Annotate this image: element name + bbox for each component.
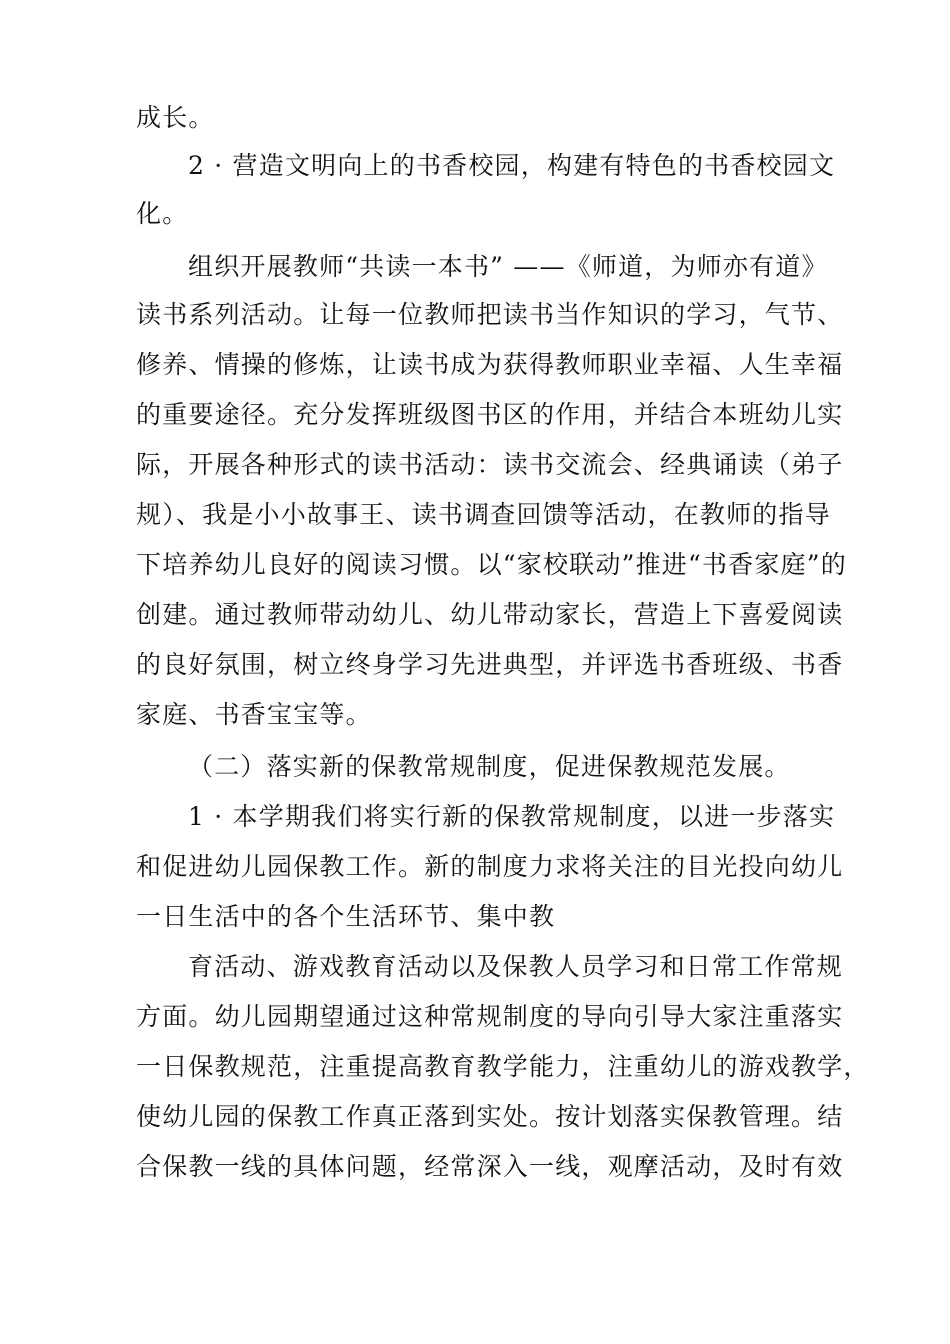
text-line: 的良好氛围，树立终身学习先进典型，并评选书香班级、书香 <box>136 650 844 679</box>
text-line: 的重要途径。充分发挥班级图书区的作用，并结合本班幼儿实 <box>136 400 844 429</box>
text-line: 际，开展各种形式的读书活动：读书交流会、经典诵读（弟子 <box>136 450 844 479</box>
text-line: 创建。通过教师带动幼儿、幼儿带动家长，营造上下喜爱阅读 <box>136 600 844 629</box>
text-line: 修养、情操的修炼，让读书成为获得教师职业幸福、人生幸福 <box>136 350 844 379</box>
text-line: 合保教一线的具体问题，经常深入一线，观摩活动，及时有效 <box>136 1152 844 1181</box>
text-line: 和促进幼儿园保教工作。新的制度力求将关注的目光投向幼儿 <box>136 852 844 881</box>
text-line: 规）、我是小小故事王、读书调查回馈等活动，在教师的指导 <box>136 500 831 529</box>
section-item-heading: 2 · 营造文明向上的书香校园，构建有特色的书香校园文 <box>188 151 836 180</box>
text-line: 成长。 <box>136 103 215 132</box>
section-item-heading: 1 · 本学期我们将实行新的保教常规制度，以进一步落实 <box>188 802 836 831</box>
text-line: 一日保教规范，注重提高教育教学能力，注重幼儿的游戏教学， <box>136 1052 870 1081</box>
paragraph-start: 组织开展教师“共读一本书” ——《师道，为师亦有道》 <box>188 252 828 281</box>
paragraph-start: 育活动、游戏教育活动以及保教人员学习和日常工作常规 <box>188 952 844 981</box>
text-line: 化。 <box>136 199 189 228</box>
text-line: 读书系列活动。让每一位教师把读书当作知识的学习，气节、 <box>136 300 844 329</box>
text-line: 下培养幼儿良好的阅读习惯。以“家校联动”推进“书香家庭”的 <box>136 550 847 579</box>
text-line: 使幼儿园的保教工作真正落到实处。按计划落实保教管理。结 <box>136 1102 844 1131</box>
text-line: 方面。幼儿园期望通过这种常规制度的导向引导大家注重落实 <box>136 1002 844 1031</box>
section-heading: （二）落实新的保教常规制度，促进保教规范发展。 <box>188 752 791 781</box>
text-line: 一日生活中的各个生活环节、集中教 <box>136 902 556 931</box>
text-line: 家庭、书香宝宝等。 <box>136 700 372 729</box>
